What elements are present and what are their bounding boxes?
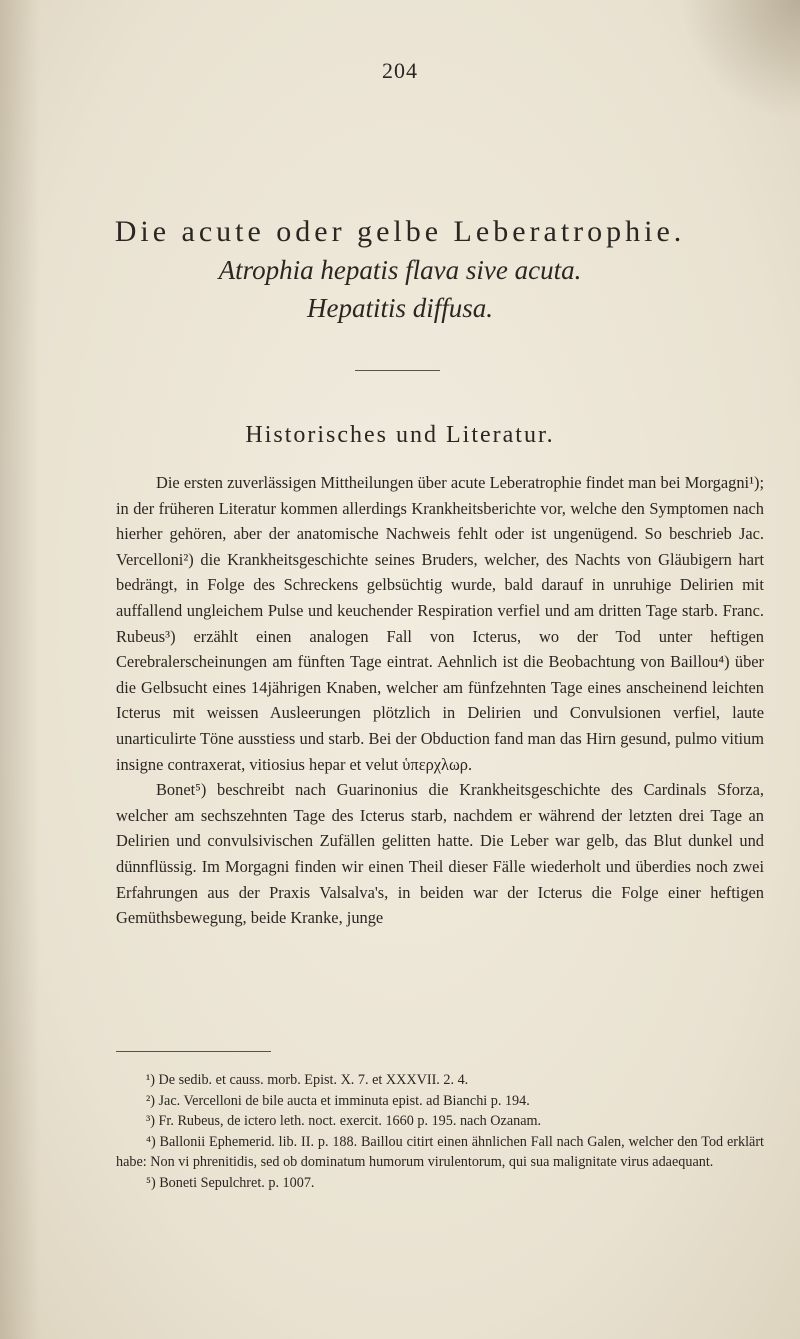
chapter-subtitle-latin: Atrophia hepatis flava sive acuta. [218,255,582,285]
page-number: 204 [382,58,418,83]
footnote-divider [116,1051,271,1052]
footnote: ¹) De sedib. et causs. morb. Epist. X. 7. et XXXVII. 2. 4. [146,1072,469,1088]
paragraph: Bonet⁵) beschreibt nach Guarinonius die Krankheitsgeschichte des Cardinals Sforza, welcher am sechszehnten Tage des Icterus starb, nachdem er während der letzten drei Tage an Delirien und convulsivischen Zufällen gelitten hatte. Die Leber war gelb, das Blut dunkel und dünnflüssig. Im Morgagni finden wir einen Theil dieser Fälle wiederholt und überdies noch zwei Erfahrungen aus der Praxis Valsalva's, in beiden war der Icterus die Folge einer heftigen Gemüthsbewegung, beide Kranke, junge [116,780,764,928]
paragraph: Die ersten zuverlässigen Mittheilungen über acute Leberatrophie findet man bei Morgagni¹); in der früheren Literatur kommen allerdings Krankheitsberichte vor, welche den Symptomen nach hierher gehören, aber der anatomische Nachweis fehlt oder ist ungenügend. So beschrieb Jac. Vercelloni²) die Krankheitsgeschichte seines Bruders, welcher, des Nachts von Gläubigern hart bedrängt, in Folge des Schreckens gelbsüchtig wurde, bald darauf in unruhige Delirien mit auffallend ungleichem Pulse und keuchender Respiration verfiel und am dritten Tage starb. Franc. Rubeus³) erzählt einen analogen Fall von Icterus, wo der Tod unter heftigen Cerebralerscheinungen am fünften Tage eintrat. Aehnlich ist die Beobachtung von Baillou⁴) über die Gelbsucht eines 14jährigen Knaben, welcher am fünfzehnten Tage eines anscheinend leichten Icterus mit weissen Ausleerungen plötzlich in Delirien und Convulsionen verfiel, laute unarticulirte Töne ausstiess und starb. Bei der Obduction fand man das Hirn gesund, pulmo vitium insigne contraxerat, vitiosius hepar et velut ὑπερχλωρ. [116,473,764,774]
chapter-title: Die acute oder gelbe Leberatrophie. [114,215,686,248]
body-text [116,470,764,931]
footnote: ³) Fr. Rubeus, de ictero leth. noct. exercit. 1660 p. 195. nach Ozanam. [146,1113,542,1129]
footnote: ⁴) Ballonii Ephemerid. lib. II. p. 188. Baillou citirt einen ähnlichen Fall nach Galen, welcher den Tod erklärt habe: Non vi phrenitidis, sed ob dominatum humorum virulentorum, qui sua malignitate virus adaequant. [116,1133,764,1170]
footnote: ⁵) Boneti Sepulchret. p. 1007. [146,1174,315,1191]
chapter-subtitle-synonym: Hepatitis diffusa. [306,293,493,323]
footnotes [116,1070,764,1193]
title-divider [355,370,440,371]
section-heading: Historisches und Literatur. [245,422,555,448]
footnote: ²) Jac. Vercelloni de bile aucta et imminuta epist. ad Bianchi p. 194. [146,1092,530,1109]
